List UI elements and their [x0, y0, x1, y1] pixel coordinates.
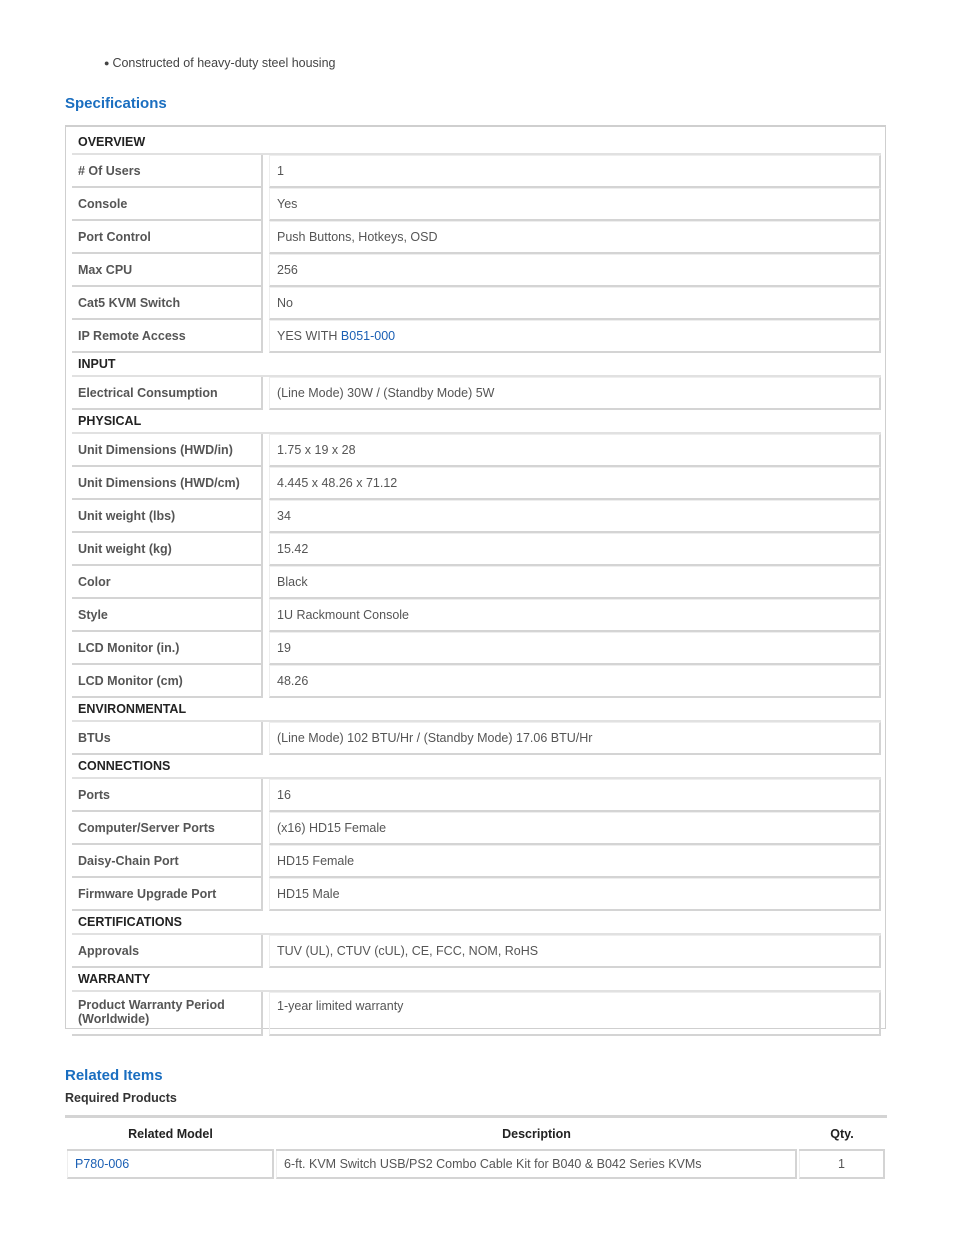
spec-group-row: [72, 698, 881, 722]
spec-row: [72, 287, 881, 320]
spec-value: 34: [277, 509, 291, 523]
spec-value-cell: [269, 722, 881, 755]
spec-value-cell: [269, 992, 881, 1036]
spec-value: No: [277, 296, 293, 310]
spec-value: TUV (UL), CTUV (cUL), CE, FCC, NOM, RoHS: [277, 944, 539, 958]
spec-label: Cat5 KVM Switch: [72, 287, 263, 320]
spec-value-cell: [269, 878, 881, 911]
spec-group-title: PHYSICAL: [72, 410, 881, 434]
spec-value-cell: [269, 566, 881, 599]
spec-value: 15.42: [277, 542, 309, 556]
spec-label: Unit Dimensions (HWD/cm): [72, 467, 263, 500]
spec-group-row: [72, 131, 881, 155]
spec-group-row: [72, 353, 881, 377]
spec-row: [72, 155, 881, 188]
related-model-link[interactable]: P780-006: [75, 1157, 130, 1171]
spec-label: Computer/Server Ports: [72, 812, 263, 845]
spec-group-row: [72, 410, 881, 434]
spec-value-cell: [269, 500, 881, 533]
spec-value-cell: [269, 377, 881, 410]
spec-value: 48.26: [277, 674, 309, 688]
spec-label: Daisy-Chain Port: [72, 845, 263, 878]
spec-row: [72, 188, 881, 221]
spec-value: 16: [277, 788, 291, 802]
spec-label: LCD Monitor (in.): [72, 632, 263, 665]
column-header-description: Description: [276, 1118, 797, 1151]
spec-value: 19: [277, 641, 291, 655]
spec-value-cell: [269, 845, 881, 878]
spec-label: Color: [72, 566, 263, 599]
spec-group-row: [72, 755, 881, 779]
spec-label: Ports: [72, 779, 263, 812]
spec-label: Style: [72, 599, 263, 632]
column-header-qty: Qty.: [799, 1118, 885, 1151]
spec-value: Black: [277, 575, 308, 589]
spec-value: HD15 Female: [277, 854, 355, 868]
spec-label: IP Remote Access: [72, 320, 263, 353]
feature-bullet-text: Constructed of heavy-duty steel housing: [112, 56, 336, 70]
spec-value-cell: [269, 467, 881, 500]
related-items-heading: Related Items: [65, 1067, 163, 1084]
bullet-icon: ●: [104, 58, 110, 68]
spec-value-cell: [269, 935, 881, 968]
spec-value: 1.75 x 19 x 28: [277, 443, 356, 457]
spec-value-cell: [269, 155, 881, 188]
spec-value-cell: [269, 599, 881, 632]
spec-label: Max CPU: [72, 254, 263, 287]
spec-value-cell: [269, 287, 881, 320]
spec-value-cell: [269, 221, 881, 254]
spec-label: Product Warranty Period (Worldwide): [72, 992, 263, 1036]
spec-group-title: CERTIFICATIONS: [72, 911, 881, 935]
spec-value-cell: [269, 665, 881, 698]
spec-label: LCD Monitor (cm): [72, 665, 263, 698]
spec-group-title: WARRANTY: [72, 968, 881, 992]
spec-label: Console: [72, 188, 263, 221]
spec-group-title: CONNECTIONS: [72, 755, 881, 779]
spec-value-cell: [269, 320, 881, 353]
spec-value: (Line Mode) 102 BTU/Hr / (Standby Mode) 17.06 BTU/Hr: [277, 731, 593, 745]
spec-row: [72, 320, 881, 353]
spec-row: [72, 377, 881, 410]
spec-row: [72, 533, 881, 566]
spec-group-row: [72, 968, 881, 992]
spec-label: Firmware Upgrade Port: [72, 878, 263, 911]
spec-label: # Of Users: [72, 155, 263, 188]
required-products-heading: Required Products: [65, 1091, 177, 1105]
spec-row: [72, 467, 881, 500]
spec-value-link[interactable]: B051-000: [340, 329, 396, 343]
spec-value: (x16) HD15 Female: [277, 821, 387, 835]
spec-row: [72, 992, 881, 1036]
spec-group-title: INPUT: [72, 353, 881, 377]
spec-value: 4.445 x 48.26 x 71.12: [277, 476, 398, 490]
spec-row: [72, 935, 881, 968]
spec-row: [72, 632, 881, 665]
spec-row: [72, 254, 881, 287]
specifications-table: [72, 131, 881, 1036]
spec-value-cell: [269, 779, 881, 812]
spec-value-cell: [269, 533, 881, 566]
spec-row: [72, 845, 881, 878]
spec-group-title: ENVIRONMENTAL: [72, 698, 881, 722]
spec-row: [72, 812, 881, 845]
spec-label: Approvals: [72, 935, 263, 968]
spec-row: [72, 599, 881, 632]
specifications-panel: [65, 125, 886, 1029]
table-row: [67, 1151, 885, 1179]
spec-value: 1U Rackmount Console: [277, 608, 410, 622]
spec-value: Yes: [277, 197, 298, 211]
spec-value: 1: [277, 164, 284, 178]
spec-label: Unit weight (kg): [72, 533, 263, 566]
feature-bullet: [104, 56, 335, 70]
specifications-heading: Specifications: [65, 95, 167, 112]
spec-group-row: [72, 911, 881, 935]
spec-value-cell: [269, 254, 881, 287]
spec-value: (Line Mode) 30W / (Standby Mode) 5W: [277, 386, 495, 400]
spec-row: [72, 665, 881, 698]
spec-group-title: OVERVIEW: [72, 131, 881, 155]
related-model-cell: [67, 1151, 274, 1179]
qty-cell: 1: [799, 1151, 885, 1179]
spec-value-cell: [269, 812, 881, 845]
spec-label: Port Control: [72, 221, 263, 254]
spec-row: [72, 434, 881, 467]
spec-label: Unit Dimensions (HWD/in): [72, 434, 263, 467]
spec-value-cell: [269, 188, 881, 221]
spec-label: Electrical Consumption: [72, 377, 263, 410]
spec-row: [72, 566, 881, 599]
spec-row: [72, 878, 881, 911]
spec-value: 256: [277, 263, 298, 277]
spec-value: 1-year limited warranty: [277, 999, 404, 1013]
description-cell: 6-ft. KVM Switch USB/PS2 Combo Cable Kit for B040 & B042 Series KVMs: [276, 1151, 797, 1179]
spec-value: YES WITH: [277, 329, 341, 343]
spec-value: Push Buttons, Hotkeys, OSD: [277, 230, 438, 244]
column-header-related-model: Related Model: [67, 1118, 274, 1151]
spec-label: Unit weight (lbs): [72, 500, 263, 533]
spec-label: BTUs: [72, 722, 263, 755]
spec-row: [72, 779, 881, 812]
spec-row: [72, 722, 881, 755]
spec-row: [72, 500, 881, 533]
spec-value: HD15 Male: [277, 887, 340, 901]
spec-value-cell: [269, 632, 881, 665]
spec-value-cell: [269, 434, 881, 467]
related-products-table: [65, 1115, 887, 1179]
spec-row: [72, 221, 881, 254]
